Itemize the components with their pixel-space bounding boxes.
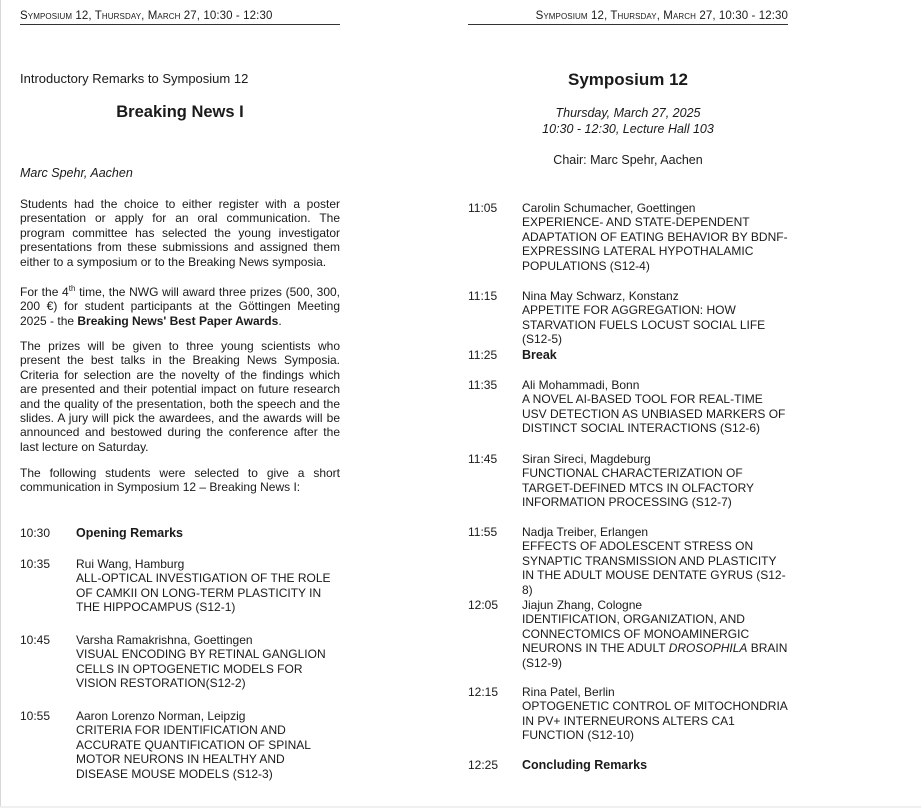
paragraph-text: . bbox=[278, 313, 282, 328]
schedule-item bbox=[20, 709, 340, 781]
speaker: Jiajun Zhang, Cologne bbox=[522, 598, 643, 612]
schedule-item bbox=[468, 598, 788, 670]
running-head: Symposium 12, Thursday, March 27, 10:30 - 12:30 bbox=[20, 10, 340, 25]
time: 12:15 bbox=[468, 685, 499, 699]
time: 10:45 bbox=[20, 633, 51, 647]
schedule-item bbox=[468, 758, 788, 772]
talk-title: CRITERIA FOR IDENTIFICATION AND ACCURATE QUANTIFICATION OF SPINAL MOTOR NEURONS IN HEALTHY AND DISEASE MOUSE MODELS (S12-3) bbox=[76, 723, 311, 781]
speaker: Varsha Ramakrishna, Goettingen bbox=[76, 633, 253, 647]
paragraph-text: For the 4 bbox=[20, 285, 69, 299]
superscript: th bbox=[68, 284, 76, 293]
paragraph bbox=[20, 282, 340, 328]
chair: Chair: Marc Spehr, Aachen bbox=[553, 153, 703, 167]
schedule-item bbox=[468, 201, 788, 273]
speaker: Siran Sireci, Magdeburg bbox=[522, 452, 651, 466]
time: 11:35 bbox=[468, 378, 498, 392]
paragraph: The following students were selected to give a short communication in Symposium 12 – Breaking News I: bbox=[20, 466, 340, 495]
award-name: Breaking News' Best Paper Awards bbox=[77, 313, 279, 328]
session-label: Break bbox=[522, 348, 557, 362]
intro-label: Introductory Remarks to Symposium 12 bbox=[20, 71, 249, 86]
time: 10:30 bbox=[20, 526, 51, 540]
talk-title-text: IDENTIFICATION, ORGANIZATION, AND CONNECTOMICS OF MONOAMINERGIC NEURONS IN THE ADULT bbox=[522, 612, 750, 656]
talk-title: VISUAL ENCODING BY RETINAL GANGLION CELLS IN OPTOGENETIC MODELS FOR VISION RESTORATION(S12-2) bbox=[76, 647, 326, 691]
talk-title: FUNCTIONAL CHARACTERIZATION OF TARGET-DEFINED MTCS IN OLFACTORY INFORMATION PROCESSING (S12-7) bbox=[522, 466, 754, 510]
schedule-item bbox=[468, 378, 788, 436]
talk-title: A NOVEL AI-BASED TOOL FOR REAL-TIME USV DETECTION AS UNBIASED MARKERS OF DISTINCT SOCIAL INTERACTIONS (S12-6) bbox=[522, 392, 786, 436]
time: 10:35 bbox=[20, 557, 51, 571]
schedule-item bbox=[468, 452, 788, 510]
session-label: Concluding Remarks bbox=[522, 758, 648, 772]
speaker: Ali Mohammadi, Bonn bbox=[522, 378, 640, 392]
speaker: Rina Patel, Berlin bbox=[522, 685, 615, 699]
time: 11:15 bbox=[468, 289, 498, 303]
running-head: Symposium 12, Thursday, March 27, 10:30 - 12:30 bbox=[468, 10, 788, 25]
schedule-item bbox=[20, 557, 340, 615]
schedule-item bbox=[468, 525, 788, 597]
talk-title-text: BRAIN (S12-9) bbox=[522, 641, 788, 670]
page-edge bbox=[0, 0, 1, 808]
schedule-item bbox=[468, 289, 788, 347]
talk-title: ALL-OPTICAL INVESTIGATION OF THE ROLE OF CAMKII ON LONG-TERM PLASTICITY IN THE HIPPOCAMPUS (S12-1) bbox=[76, 571, 331, 615]
time: 11:55 bbox=[468, 525, 498, 539]
speaker: Rui Wang, Hamburg bbox=[76, 557, 185, 571]
time: 12:05 bbox=[468, 598, 499, 612]
paragraph-text: time, the NWG will award three prizes (500, 300, 200 €) for student participants at the Göttingen Meeting 2025 - the bbox=[20, 285, 340, 328]
date: Thursday, March 27, 2025 bbox=[555, 106, 701, 120]
author: Marc Spehr, Aachen bbox=[20, 166, 133, 180]
symposium-date bbox=[468, 106, 788, 137]
time: 11:25 bbox=[468, 348, 498, 362]
speaker: Nina May Schwarz, Konstanz bbox=[522, 289, 679, 303]
symposium-title: Symposium 12 bbox=[568, 70, 688, 89]
speaker: Nadja Treiber, Erlangen bbox=[522, 525, 649, 539]
schedule-item bbox=[20, 526, 340, 540]
talk-title: OPTOGENETIC CONTROL OF MITOCHONDRIA IN PV+ INTERNEURONS ALTERS CA1 FUNCTION (S12-10) bbox=[522, 699, 788, 743]
talk-title bbox=[522, 612, 788, 670]
talk-title: EXPERIENCE- AND STATE-DEPENDENT ADAPTATION OF EATING BEHAVIOR BY BDNF-EXPRESSING LATERAL HYPOTHALAMIC POPULATIONS (S12-4) bbox=[522, 215, 788, 273]
speaker: Aaron Lorenzo Norman, Leipzig bbox=[76, 709, 246, 723]
time: 11:45 bbox=[468, 452, 498, 466]
speaker: Carolin Schumacher, Goettingen bbox=[522, 201, 696, 215]
time: 11:05 bbox=[468, 201, 498, 215]
schedule-item bbox=[20, 633, 340, 691]
time: 12:25 bbox=[468, 758, 499, 772]
page-title: Breaking News I bbox=[116, 103, 244, 121]
schedule-item bbox=[468, 685, 788, 743]
talk-title: APPETITE FOR AGGREGATION: HOW STARVATION FUELS LOCUST SOCIAL LIFE (S12-5) bbox=[522, 303, 766, 347]
paragraph: Students had the choice to either register with a poster presentation or apply for an oral communication. The program committee has selected the young investigator presentations from these submissions and assigned them either to a symposium or to the Breaking News symposia. bbox=[20, 197, 340, 269]
paragraph: The prizes will be given to three young scientists who present the best talks in the Breaking News Symposia. Criteria for selection are the novelty of the findings which are presented and their potential impact on future research and the quality of the presentation, both the speech and the slides. A jury will pick the awardees, and the awards will be announced and bestowed during the conference after the last lecture on Saturday. bbox=[20, 339, 340, 454]
talk-title: EFFECTS OF ADOLESCENT STRESS ON SYNAPTIC TRANSMISSION AND PLASTICITY IN THE ADULT MOUSE DENTATE GYRUS (S12-8) bbox=[522, 539, 786, 597]
species-name: DROSOPHILA bbox=[668, 641, 748, 656]
time-location: 10:30 - 12:30, Lecture Hall 103 bbox=[542, 121, 714, 136]
schedule-item bbox=[468, 348, 788, 362]
time: 10:55 bbox=[20, 709, 51, 723]
session-label: Opening Remarks bbox=[76, 526, 183, 540]
